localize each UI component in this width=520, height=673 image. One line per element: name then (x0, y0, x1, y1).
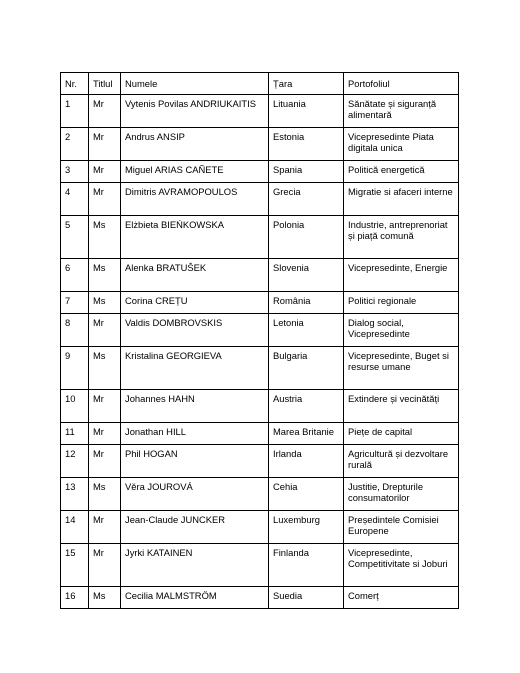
cell-title: Mr (89, 314, 121, 347)
cell-portfolio: Vicepresedinte, Energie (344, 259, 459, 292)
header-nr: Nr. (61, 73, 89, 95)
cell-country: Bulgaria (269, 347, 344, 390)
cell-country: Lituania (269, 95, 344, 128)
cell-country: Irlanda (269, 445, 344, 478)
cell-title: Ms (89, 478, 121, 511)
cell-nr: 5 (61, 216, 89, 259)
cell-country: Austria (269, 390, 344, 423)
cell-nr: 12 (61, 445, 89, 478)
cell-name: Jean-Claude JUNCKER (121, 511, 269, 544)
cell-portfolio: Președintele Comisiei Europene (344, 511, 459, 544)
table-row (61, 314, 459, 347)
cell-country: Finlanda (269, 544, 344, 587)
cell-title: Mr (89, 95, 121, 128)
cell-portfolio: Vicepresedinte, Buget si resurse umane (344, 347, 459, 390)
cell-portfolio: Agricultură și dezvoltare rurală (344, 445, 459, 478)
table-row (61, 478, 459, 511)
table-row (61, 445, 459, 478)
cell-portfolio: Sănătate și siguranță alimentară (344, 95, 459, 128)
cell-title: Ms (89, 587, 121, 609)
cell-nr: 16 (61, 587, 89, 609)
table-row (61, 216, 459, 259)
cell-portfolio: Vicepresedinte, Competitivitate si Joburi (344, 544, 459, 587)
cell-name: Vytenis Povilas ANDRIUKAITIS (121, 95, 269, 128)
cell-title: Mr (89, 544, 121, 587)
table-row (61, 587, 459, 609)
cell-nr: 6 (61, 259, 89, 292)
cell-name: Dimitris AVRAMOPOULOS (121, 183, 269, 216)
cell-nr: 1 (61, 95, 89, 128)
cell-nr: 4 (61, 183, 89, 216)
cell-title: Mr (89, 128, 121, 161)
cell-title: Mr (89, 161, 121, 183)
cell-nr: 13 (61, 478, 89, 511)
cell-portfolio: Industrie, antreprenoriat și piață comună (344, 216, 459, 259)
cell-country: Letonia (269, 314, 344, 347)
table-row (61, 544, 459, 587)
cell-country: Slovenia (269, 259, 344, 292)
cell-title: Mr (89, 183, 121, 216)
table-row (61, 390, 459, 423)
cell-title: Ms (89, 347, 121, 390)
table-row (61, 95, 459, 128)
cell-name: Věra JOUROVÁ (121, 478, 269, 511)
table-header-row (61, 73, 459, 95)
table-row (61, 347, 459, 390)
cell-title: Mr (89, 423, 121, 445)
cell-name: Corina CREȚU (121, 292, 269, 314)
cell-nr: 8 (61, 314, 89, 347)
cell-nr: 9 (61, 347, 89, 390)
commissioners-table (60, 72, 459, 609)
cell-name: Phil HOGAN (121, 445, 269, 478)
cell-name: Cecilia MALMSTRÖM (121, 587, 269, 609)
cell-portfolio: Politici regionale (344, 292, 459, 314)
cell-title: Ms (89, 259, 121, 292)
header-country: Țara (269, 73, 344, 95)
cell-name: Jyrki KATAINEN (121, 544, 269, 587)
cell-portfolio: Politică energetică (344, 161, 459, 183)
cell-portfolio: Extindere și vecinătăți (344, 390, 459, 423)
table-row (61, 259, 459, 292)
cell-name: Jonathan HILL (121, 423, 269, 445)
cell-nr: 10 (61, 390, 89, 423)
cell-portfolio: Justitie, Drepturile consumatorilor (344, 478, 459, 511)
table-body (61, 95, 459, 609)
header-title: Titlul (89, 73, 121, 95)
cell-name: Alenka BRATUŠEK (121, 259, 269, 292)
cell-title: Mr (89, 390, 121, 423)
cell-portfolio: Dialog social, Vicepresedinte (344, 314, 459, 347)
cell-nr: 14 (61, 511, 89, 544)
cell-name: Johannes HAHN (121, 390, 269, 423)
table-row (61, 423, 459, 445)
cell-country: Marea Britanie (269, 423, 344, 445)
cell-nr: 7 (61, 292, 89, 314)
cell-country: Luxemburg (269, 511, 344, 544)
cell-country: Polonia (269, 216, 344, 259)
cell-portfolio: Migratie si afaceri interne (344, 183, 459, 216)
cell-nr: 2 (61, 128, 89, 161)
table-row (61, 128, 459, 161)
cell-country: Cehia (269, 478, 344, 511)
cell-nr: 3 (61, 161, 89, 183)
table-row (61, 161, 459, 183)
cell-country: Estonia (269, 128, 344, 161)
cell-nr: 15 (61, 544, 89, 587)
cell-name: Kristalina GEORGIEVA (121, 347, 269, 390)
cell-country: Spania (269, 161, 344, 183)
table-row (61, 511, 459, 544)
cell-title: Ms (89, 216, 121, 259)
cell-title: Ms (89, 292, 121, 314)
cell-nr: 11 (61, 423, 89, 445)
table-row (61, 183, 459, 216)
cell-country: Suedia (269, 587, 344, 609)
cell-portfolio: Comerț (344, 587, 459, 609)
cell-title: Mr (89, 511, 121, 544)
header-portfolio: Portofoliul (344, 73, 459, 95)
cell-name: Elżbieta BIEŃKOWSKA (121, 216, 269, 259)
table-row (61, 292, 459, 314)
cell-country: România (269, 292, 344, 314)
header-name: Numele (121, 73, 269, 95)
cell-name: Miguel ARIAS CAÑETE (121, 161, 269, 183)
cell-name: Valdis DOMBROVSKIS (121, 314, 269, 347)
cell-title: Mr (89, 445, 121, 478)
cell-country: Grecia (269, 183, 344, 216)
cell-name: Andrus ANSIP (121, 128, 269, 161)
cell-portfolio: Vicepresedinte Piata digitala unica (344, 128, 459, 161)
cell-portfolio: Piețe de capital (344, 423, 459, 445)
